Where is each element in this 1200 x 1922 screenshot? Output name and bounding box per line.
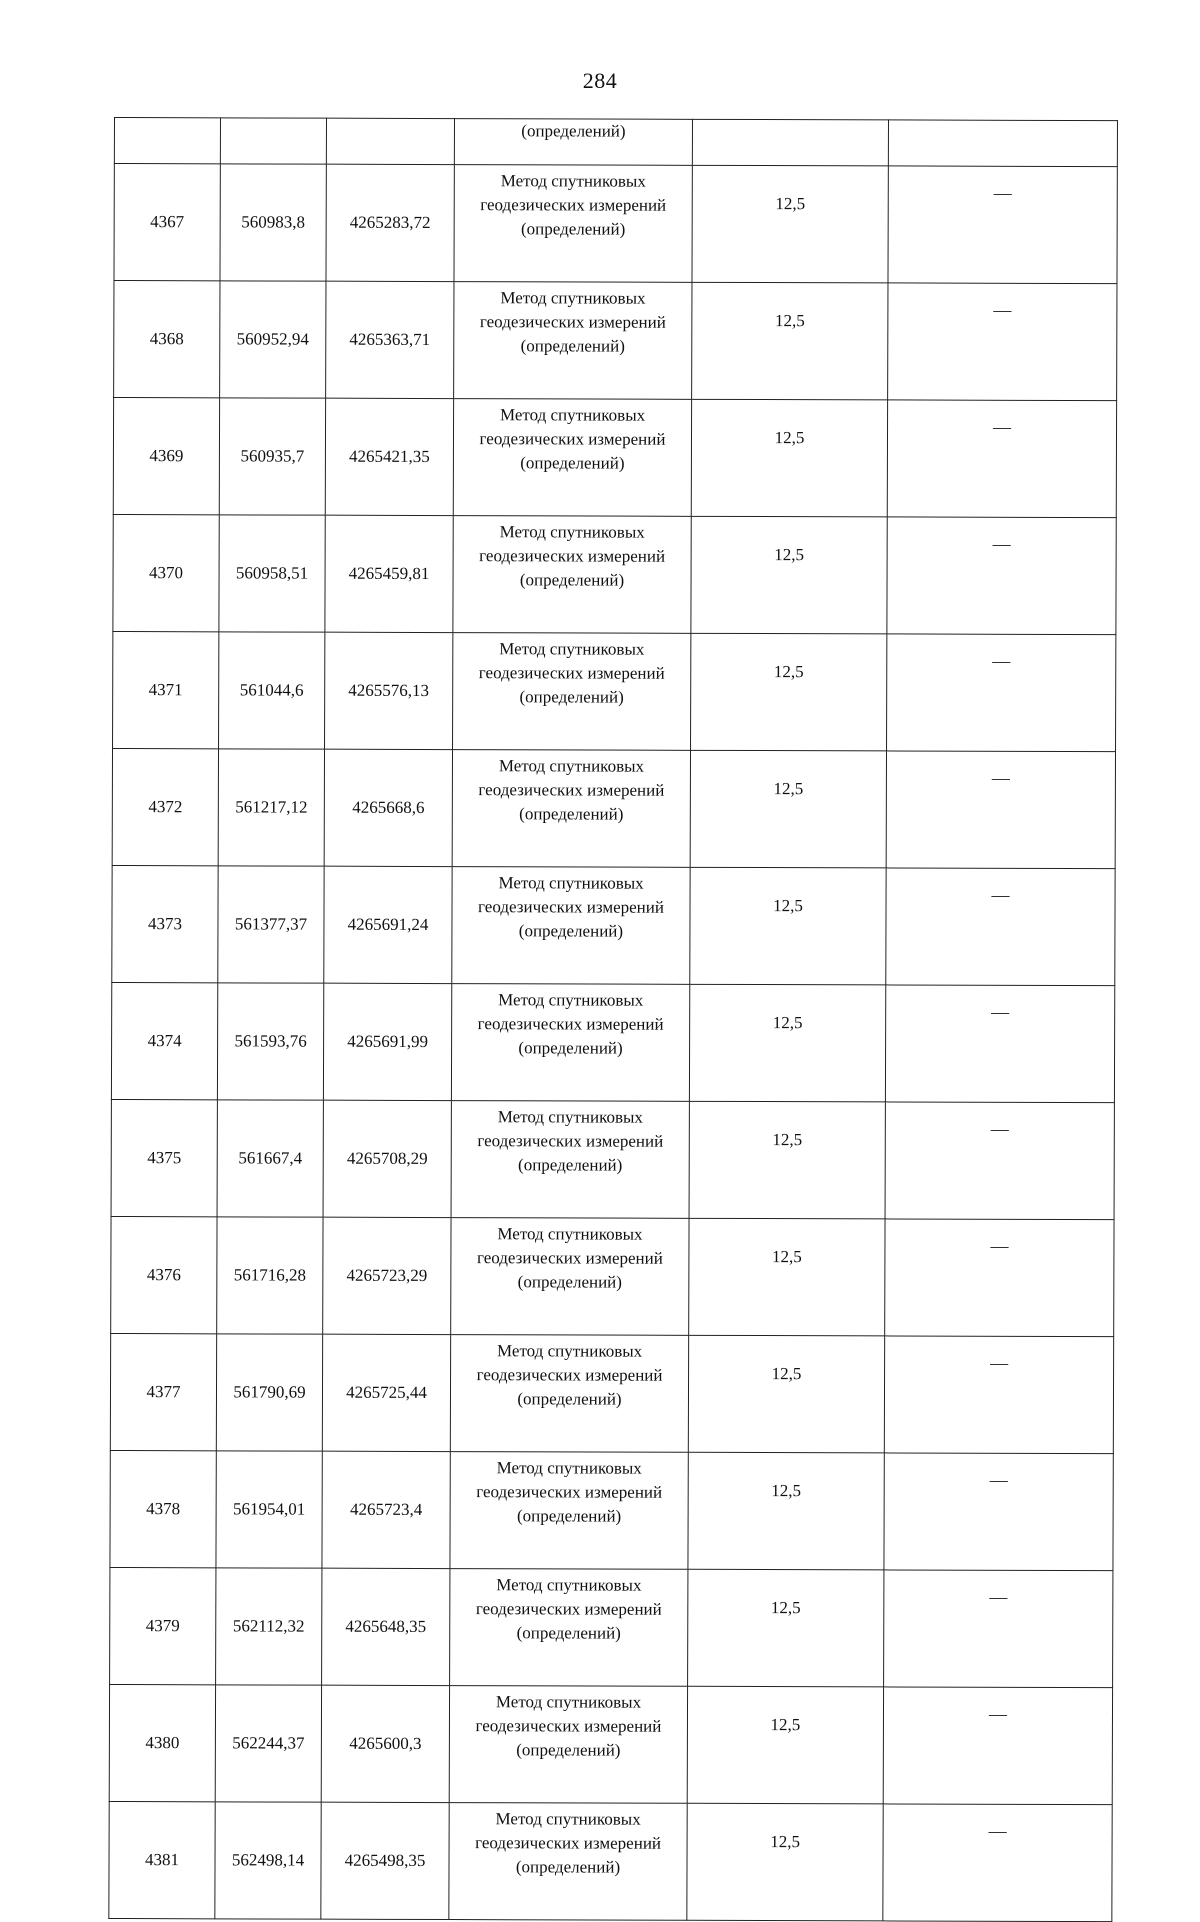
y-coordinate-cell: 4265723,29 <box>323 1217 451 1334</box>
accuracy-cell: 12,5 <box>691 633 887 751</box>
note-dash: — <box>991 1001 1010 1022</box>
method-line: (определений) <box>520 219 626 239</box>
method-cell <box>450 1452 688 1570</box>
method-line: геодезических измерений <box>477 1014 664 1034</box>
y-coordinate-cell: 4265498,35 <box>321 1802 449 1919</box>
method-cell <box>453 399 691 517</box>
x-coordinate-cell: 560952,94 <box>220 281 326 398</box>
x-coordinate-cell: 561044,6 <box>219 632 325 749</box>
method-line: Метод спутниковых <box>497 1107 643 1127</box>
x-coordinate-cell: 561667,4 <box>217 1100 323 1217</box>
method-cell <box>450 1569 688 1687</box>
note-cell <box>888 120 1117 167</box>
method-line: геодезических измерений <box>476 1365 663 1385</box>
note-cell <box>888 283 1117 401</box>
method-line: геодезических измерений <box>478 897 665 917</box>
point-number-cell: 4375 <box>111 1099 217 1216</box>
table-row <box>114 281 1117 401</box>
point-number-cell: 4379 <box>110 1567 216 1684</box>
table-row <box>111 1099 1114 1219</box>
table-row <box>113 398 1116 518</box>
method-line: Метод спутниковых <box>499 405 646 425</box>
method-cell <box>454 165 692 283</box>
accuracy-cell: 12,5 <box>691 516 887 634</box>
method-line: (определений) <box>518 1155 623 1175</box>
table-row <box>113 631 1116 751</box>
method-line: геодезических измерений <box>476 1248 663 1268</box>
note-cell <box>885 1219 1114 1337</box>
accuracy-cell: 12,5 <box>689 1218 885 1336</box>
note-dash: — <box>990 1352 1009 1373</box>
method-line: (определений) <box>520 453 625 473</box>
table-row <box>112 865 1115 985</box>
point-number-cell: 4367 <box>114 164 220 281</box>
note-dash: — <box>988 1820 1007 1841</box>
note-dash: — <box>992 650 1011 671</box>
method-cell <box>453 516 691 634</box>
note-cell <box>884 1453 1113 1571</box>
method-line: (определений) <box>516 1740 621 1760</box>
method-cell <box>454 282 692 400</box>
method-line: геодезических измерений <box>476 1482 663 1502</box>
coordinates-table <box>108 117 1118 1922</box>
y-coordinate-cell: 4265668,6 <box>324 749 452 866</box>
x-coordinate-cell: 562498,14 <box>215 1802 321 1919</box>
note-dash: — <box>991 884 1010 905</box>
point-number-cell: 4369 <box>113 398 219 515</box>
x-coordinate-cell: 561377,37 <box>218 866 324 983</box>
method-line: Метод спутниковых <box>496 1458 642 1478</box>
method-line: Метод спутниковых <box>498 756 645 776</box>
method-line: Метод спутниковых <box>499 639 645 659</box>
note-cell <box>885 1102 1114 1220</box>
method-line: Метод спутниковых <box>495 1692 642 1712</box>
note-cell <box>885 985 1114 1103</box>
method-line: геодезических измерений <box>478 663 665 683</box>
point-number-cell: 4381 <box>109 1801 215 1918</box>
point-number-cell: 4378 <box>110 1450 216 1567</box>
accuracy-cell: 12,5 <box>692 282 888 400</box>
method-line: Метод спутниковых <box>497 1224 643 1244</box>
method-line: геодезических измерений <box>475 1599 662 1619</box>
note-cell <box>887 400 1116 518</box>
method-cell <box>449 1803 687 1921</box>
y-coordinate-cell: 4265576,13 <box>325 632 453 749</box>
note-cell <box>887 517 1116 635</box>
y-coordinate-cell: 4265691,24 <box>324 866 452 983</box>
note-cell <box>886 751 1115 869</box>
table-row <box>109 1684 1112 1804</box>
method-cell <box>451 1218 689 1336</box>
note-cell <box>886 868 1115 986</box>
note-cell <box>883 1687 1112 1805</box>
table-row <box>110 1567 1113 1687</box>
method-line: Метод спутниковых <box>497 1341 643 1361</box>
method-line: (определений) <box>518 1038 623 1058</box>
y-coordinate-cell: 4265459,81 <box>325 515 453 632</box>
point-number-cell: 4373 <box>112 865 218 982</box>
method-line: геодезических измерений <box>480 195 667 215</box>
method-line: геодезических измерений <box>479 546 666 566</box>
table-row <box>112 748 1115 868</box>
method-cell <box>451 984 689 1102</box>
y-coordinate-cell <box>326 118 454 164</box>
method-cell <box>450 1335 688 1453</box>
y-coordinate-cell: 4265723,4 <box>322 1451 450 1568</box>
method-line: (определений) <box>516 1623 621 1643</box>
accuracy-cell <box>692 119 888 166</box>
table-row <box>111 982 1114 1102</box>
point-number-cell: 4376 <box>111 1216 217 1333</box>
method-line: Метод спутниковых <box>499 522 645 542</box>
table-row <box>110 1333 1113 1453</box>
method-line: геодезических измерений <box>479 312 666 332</box>
method-line: Метод спутниковых <box>495 1809 641 1829</box>
note-cell <box>888 166 1117 284</box>
continuation-row <box>114 118 1117 167</box>
point-number-cell: 4372 <box>112 748 218 865</box>
y-coordinate-cell: 4265421,35 <box>325 398 453 515</box>
note-dash: — <box>993 299 1012 320</box>
accuracy-cell: 12,5 <box>689 984 885 1102</box>
note-dash: — <box>993 182 1012 203</box>
accuracy-cell: 12,5 <box>688 1452 884 1570</box>
note-cell <box>884 1336 1113 1454</box>
method-line: (определений) <box>517 1389 622 1409</box>
note-dash: — <box>990 1118 1009 1139</box>
method-line: (определений) <box>517 1272 622 1292</box>
method-line: (определений) <box>516 1506 622 1526</box>
point-number-cell: 4374 <box>111 982 217 1099</box>
y-coordinate-cell: 4265648,35 <box>322 1568 450 1685</box>
method-line: (определений) <box>519 804 624 824</box>
table-row <box>111 1216 1114 1336</box>
method-cell <box>453 633 691 751</box>
method-line: Метод спутниковых <box>500 171 646 191</box>
note-cell <box>883 1804 1112 1922</box>
x-coordinate-cell: 561217,12 <box>218 749 324 866</box>
table-row <box>113 514 1116 634</box>
note-dash: — <box>992 416 1012 437</box>
accuracy-cell: 12,5 <box>687 1803 883 1921</box>
accuracy-cell: 12,5 <box>690 750 886 868</box>
y-coordinate-cell: 4265725,44 <box>322 1334 450 1451</box>
y-coordinate-cell: 4265283,72 <box>326 164 454 281</box>
method-line: Метод спутниковых <box>496 1575 642 1595</box>
method-line: геодезических измерений <box>477 1131 664 1151</box>
note-cell <box>884 1570 1113 1688</box>
note-dash: — <box>988 1703 1008 1724</box>
method-line: геодезических измерений <box>475 1833 662 1853</box>
method-cell <box>449 1686 687 1804</box>
x-coordinate-cell <box>220 118 326 164</box>
method-line: геодезических измерений <box>475 1716 662 1736</box>
note-dash: — <box>991 767 1010 788</box>
x-coordinate-cell: 562112,32 <box>216 1568 322 1685</box>
note-dash: — <box>989 1586 1008 1607</box>
x-coordinate-cell: 561716,28 <box>217 1217 323 1334</box>
x-coordinate-cell: 561790,69 <box>216 1334 322 1451</box>
note-cell <box>887 634 1116 752</box>
method-line: (определений) <box>518 921 624 941</box>
method-cell <box>452 750 690 868</box>
accuracy-cell: 12,5 <box>687 1686 883 1804</box>
method-line: (определений) <box>520 336 625 356</box>
method-line: Метод спутниковых <box>500 288 646 308</box>
x-coordinate-cell: 562244,37 <box>215 1685 321 1802</box>
accuracy-cell: 12,5 <box>692 165 888 283</box>
y-coordinate-cell: 4265600,3 <box>321 1685 449 1802</box>
table-body <box>109 118 1118 1922</box>
page-number: 284 <box>582 68 618 93</box>
accuracy-cell: 12,5 <box>690 867 886 985</box>
note-dash: — <box>989 1469 1008 1490</box>
method-line: Метод спутниковых <box>498 990 644 1010</box>
point-number-cell: 4380 <box>109 1684 215 1801</box>
accuracy-cell: 12,5 <box>688 1335 884 1453</box>
note-dash: — <box>990 1235 1009 1256</box>
x-coordinate-cell: 560935,7 <box>219 398 325 515</box>
table-row <box>110 1450 1113 1570</box>
method-line: Метод спутниковых <box>498 873 644 893</box>
method-line: геодезических измерений <box>478 780 665 800</box>
point-number-cell: 4371 <box>113 631 219 748</box>
accuracy-cell: 12,5 <box>691 399 887 517</box>
x-coordinate-cell: 560958,51 <box>219 515 325 632</box>
method-line: (определений) <box>519 687 624 707</box>
point-number-cell: 4368 <box>114 281 220 398</box>
y-coordinate-cell: 4265691,99 <box>323 983 451 1100</box>
x-coordinate-cell: 560983,8 <box>220 164 326 281</box>
table-row <box>114 164 1117 284</box>
point-number-cell: 4377 <box>110 1333 216 1450</box>
method-cell: (определений) <box>454 119 692 166</box>
method-line: (определений) <box>519 570 625 590</box>
y-coordinate-cell: 4265363,71 <box>326 281 454 398</box>
point-number-cell <box>114 118 220 164</box>
accuracy-cell: 12,5 <box>689 1101 885 1219</box>
y-coordinate-cell: 4265708,29 <box>323 1100 451 1217</box>
table-row <box>109 1801 1112 1921</box>
point-number-cell: 4370 <box>113 514 219 631</box>
note-dash: — <box>992 533 1011 554</box>
method-cell <box>452 867 690 985</box>
method-line: (определений) <box>515 1857 621 1877</box>
method-line: геодезических измерений <box>479 429 666 449</box>
method-cell <box>451 1101 689 1219</box>
accuracy-cell: 12,5 <box>688 1569 884 1687</box>
x-coordinate-cell: 561593,76 <box>217 983 323 1100</box>
x-coordinate-cell: 561954,01 <box>216 1451 322 1568</box>
